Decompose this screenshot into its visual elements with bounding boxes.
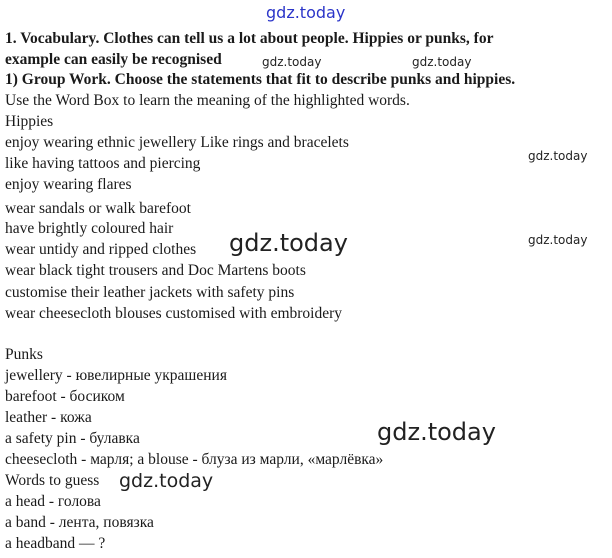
guess-title: Words to guess <box>5 472 100 489</box>
word-box-entry: jewellery - ювелирные украшения <box>5 367 227 384</box>
statement: wear sandals or walk barefoot <box>5 200 191 217</box>
watermark: gdz.today <box>377 418 496 446</box>
statement: like having tattoos and piercing <box>5 155 201 172</box>
word-box-entry: a safety pin - булавка <box>5 430 140 447</box>
instructions: Use the Word Box to learn the meaning of the highlighted words. <box>5 92 410 109</box>
watermark: gdz.today <box>412 55 472 69</box>
watermark: gdz.today <box>528 149 588 163</box>
watermark: gdz.today <box>262 55 322 69</box>
word-box-entry: barefoot - босиком <box>5 388 125 405</box>
guess-word: a band - лента, повязка <box>5 514 154 531</box>
statement: wear untidy and ripped clothes <box>5 241 197 258</box>
heading-line-2: example can easily be recognised <box>5 51 222 68</box>
guess-word: a headband — ? <box>5 535 106 552</box>
word-box-entry: leather - кожа <box>5 409 92 426</box>
watermark-top: gdz.today <box>266 3 346 22</box>
statement: enjoy wearing flares <box>5 176 132 193</box>
statement: have brightly coloured hair <box>5 220 174 237</box>
watermark: gdz.today <box>229 229 348 257</box>
statement: customise their leather jackets with safety pins <box>5 284 295 301</box>
heading-line-1: 1. Vocabulary. Clothes can tell us a lot about people. Hippies or punks, for <box>5 30 494 47</box>
word-box-entry: cheesecloth - марля; a blouse - блуза из марли, «марлёвка» <box>5 451 384 468</box>
heading-line-3: 1) Group Work. Choose the statements that fit to describe punks and hippies. <box>5 71 516 88</box>
list-title: Hippies <box>5 113 54 130</box>
watermark: gdz.today <box>119 470 214 492</box>
statement: wear cheesecloth blouses customised with embroidery <box>5 305 343 322</box>
guess-word: a head - голова <box>5 493 101 510</box>
watermark: gdz.today <box>528 233 588 247</box>
punks-title: Punks <box>5 346 43 363</box>
statement: enjoy wearing ethnic jewellery Like rings and bracelets <box>5 134 349 151</box>
statement: wear black tight trousers and Doc Martens boots <box>5 262 306 279</box>
